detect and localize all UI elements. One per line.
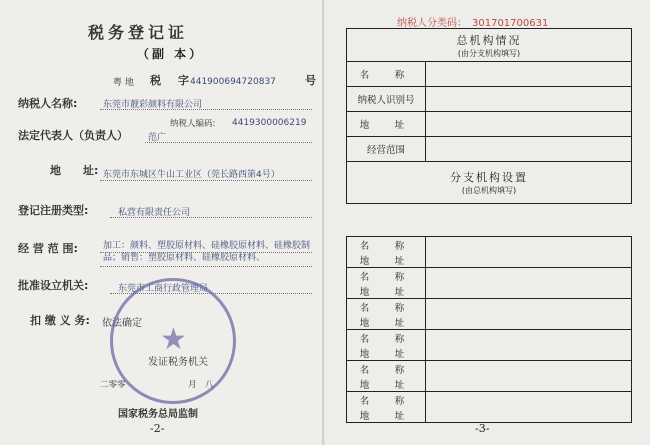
branch-address-label: 地 址 [347,252,426,268]
divider [100,266,312,267]
taxpayer-name: 东莞市靓彩颜料有限公司 [103,100,203,110]
hq-name-value [426,62,632,87]
issue-day: 八 [205,380,214,390]
hq-section-title: 总机构情况 [456,33,522,47]
branch-section-title: 分支机构设置 [450,171,528,184]
supervised-by: 国家税务总局监制 [118,409,198,420]
address-label: 地 址: [50,164,99,177]
hq-taxid-label: 纳税人识别号 [347,87,426,112]
hq-name-label: 名 称 [347,62,426,87]
branch-address-value [426,376,632,392]
branch-name-label: 名 称 [347,299,426,315]
taxpayer-name-label: 纳税人名称: [18,97,78,110]
withholding: 依法确定 [102,318,142,329]
branch-address-label: 地 址 [347,376,426,392]
divider [100,180,312,181]
branch-address-value [426,345,632,361]
legal-rep-label: 法定代表人（负责人） [18,129,128,142]
branch-address-label: 地 址 [347,345,426,361]
branch-table [346,236,632,423]
hq-scope-label: 经营范围 [347,137,426,162]
divider [100,109,312,110]
branch-address-value [426,407,632,423]
approval-authority: 东莞市工商行政管理局 [118,284,209,294]
seal-star-icon: ★ [160,322,187,357]
hq-address-value [426,112,632,137]
branch-name-label: 名 称 [347,268,426,284]
business-scope: 加工：颜料、塑胶原材料、硅橡胶原材料、硅橡胶制品；销售：塑胶原材料、硅橡胶原材料、 [103,241,311,263]
tax-region: 粤 地 [113,78,134,88]
branch-address-value [426,314,632,330]
tax-word-zi: 字 [178,74,189,87]
hq-address-label: 地 址 [347,112,426,137]
taxpayer-number-header: 纳税人分类码： 301701700631 [397,18,549,29]
divider [110,217,312,218]
taxpayer-code: 4419300006219 [232,118,307,128]
hq-scope-value [426,137,632,162]
branch-name-label: 名 称 [347,392,426,408]
page-title: 税务登记证 [88,23,189,42]
hq-section-note: (由分支机构填写) [457,48,521,58]
page-number: -2- [150,422,165,435]
reg-type-label: 登记注册类型: [18,204,89,217]
divider [100,252,312,253]
branch-section-note: (由总机构填写) [461,186,517,195]
issuer-label: 发证税务机关 [148,357,208,368]
withholding-label: 扣 缴 义 务: [30,314,90,327]
branch-address-label: 地 址 [347,314,426,330]
address: 东莞市东城区牛山工业区（莞长路西第4号） [103,170,280,180]
page-number: -3- [475,422,490,435]
taxpayer-code-label: 纳税人编码: [170,119,216,129]
tax-number: 441900694720837 [190,77,276,87]
tax-word-label: 税 [150,74,161,87]
branch-name-value [426,361,632,377]
divider [145,142,312,143]
branch-name-value [426,392,632,408]
branch-name-value [426,268,632,284]
hq-header-cell [347,29,632,62]
page-subtitle: （副 本） [137,47,205,61]
hq-taxid-value [426,87,632,112]
branch-address-value [426,252,632,268]
branch-name-value [426,330,632,346]
issue-year: 二零零 [100,380,126,390]
branch-address-label: 地 址 [347,407,426,423]
hq-table [346,28,632,204]
branch-name-label: 名 称 [347,237,426,253]
tax-word-hao: 号 [305,74,316,87]
branch-name-value [426,237,632,253]
reg-type: 私营有限责任公司 [118,208,191,218]
issue-month: 月 [188,380,197,390]
branch-address-value [426,283,632,299]
branch-header-cell [347,162,632,204]
branch-name-value [426,299,632,315]
scope-label: 经 营 范 围: [18,242,78,255]
legal-rep: 范广 [148,133,167,143]
approval-label: 批准设立机关: [18,279,89,292]
branch-name-label: 名 称 [347,330,426,346]
branch-address-label: 地 址 [347,283,426,299]
branch-name-label: 名 称 [347,361,426,377]
